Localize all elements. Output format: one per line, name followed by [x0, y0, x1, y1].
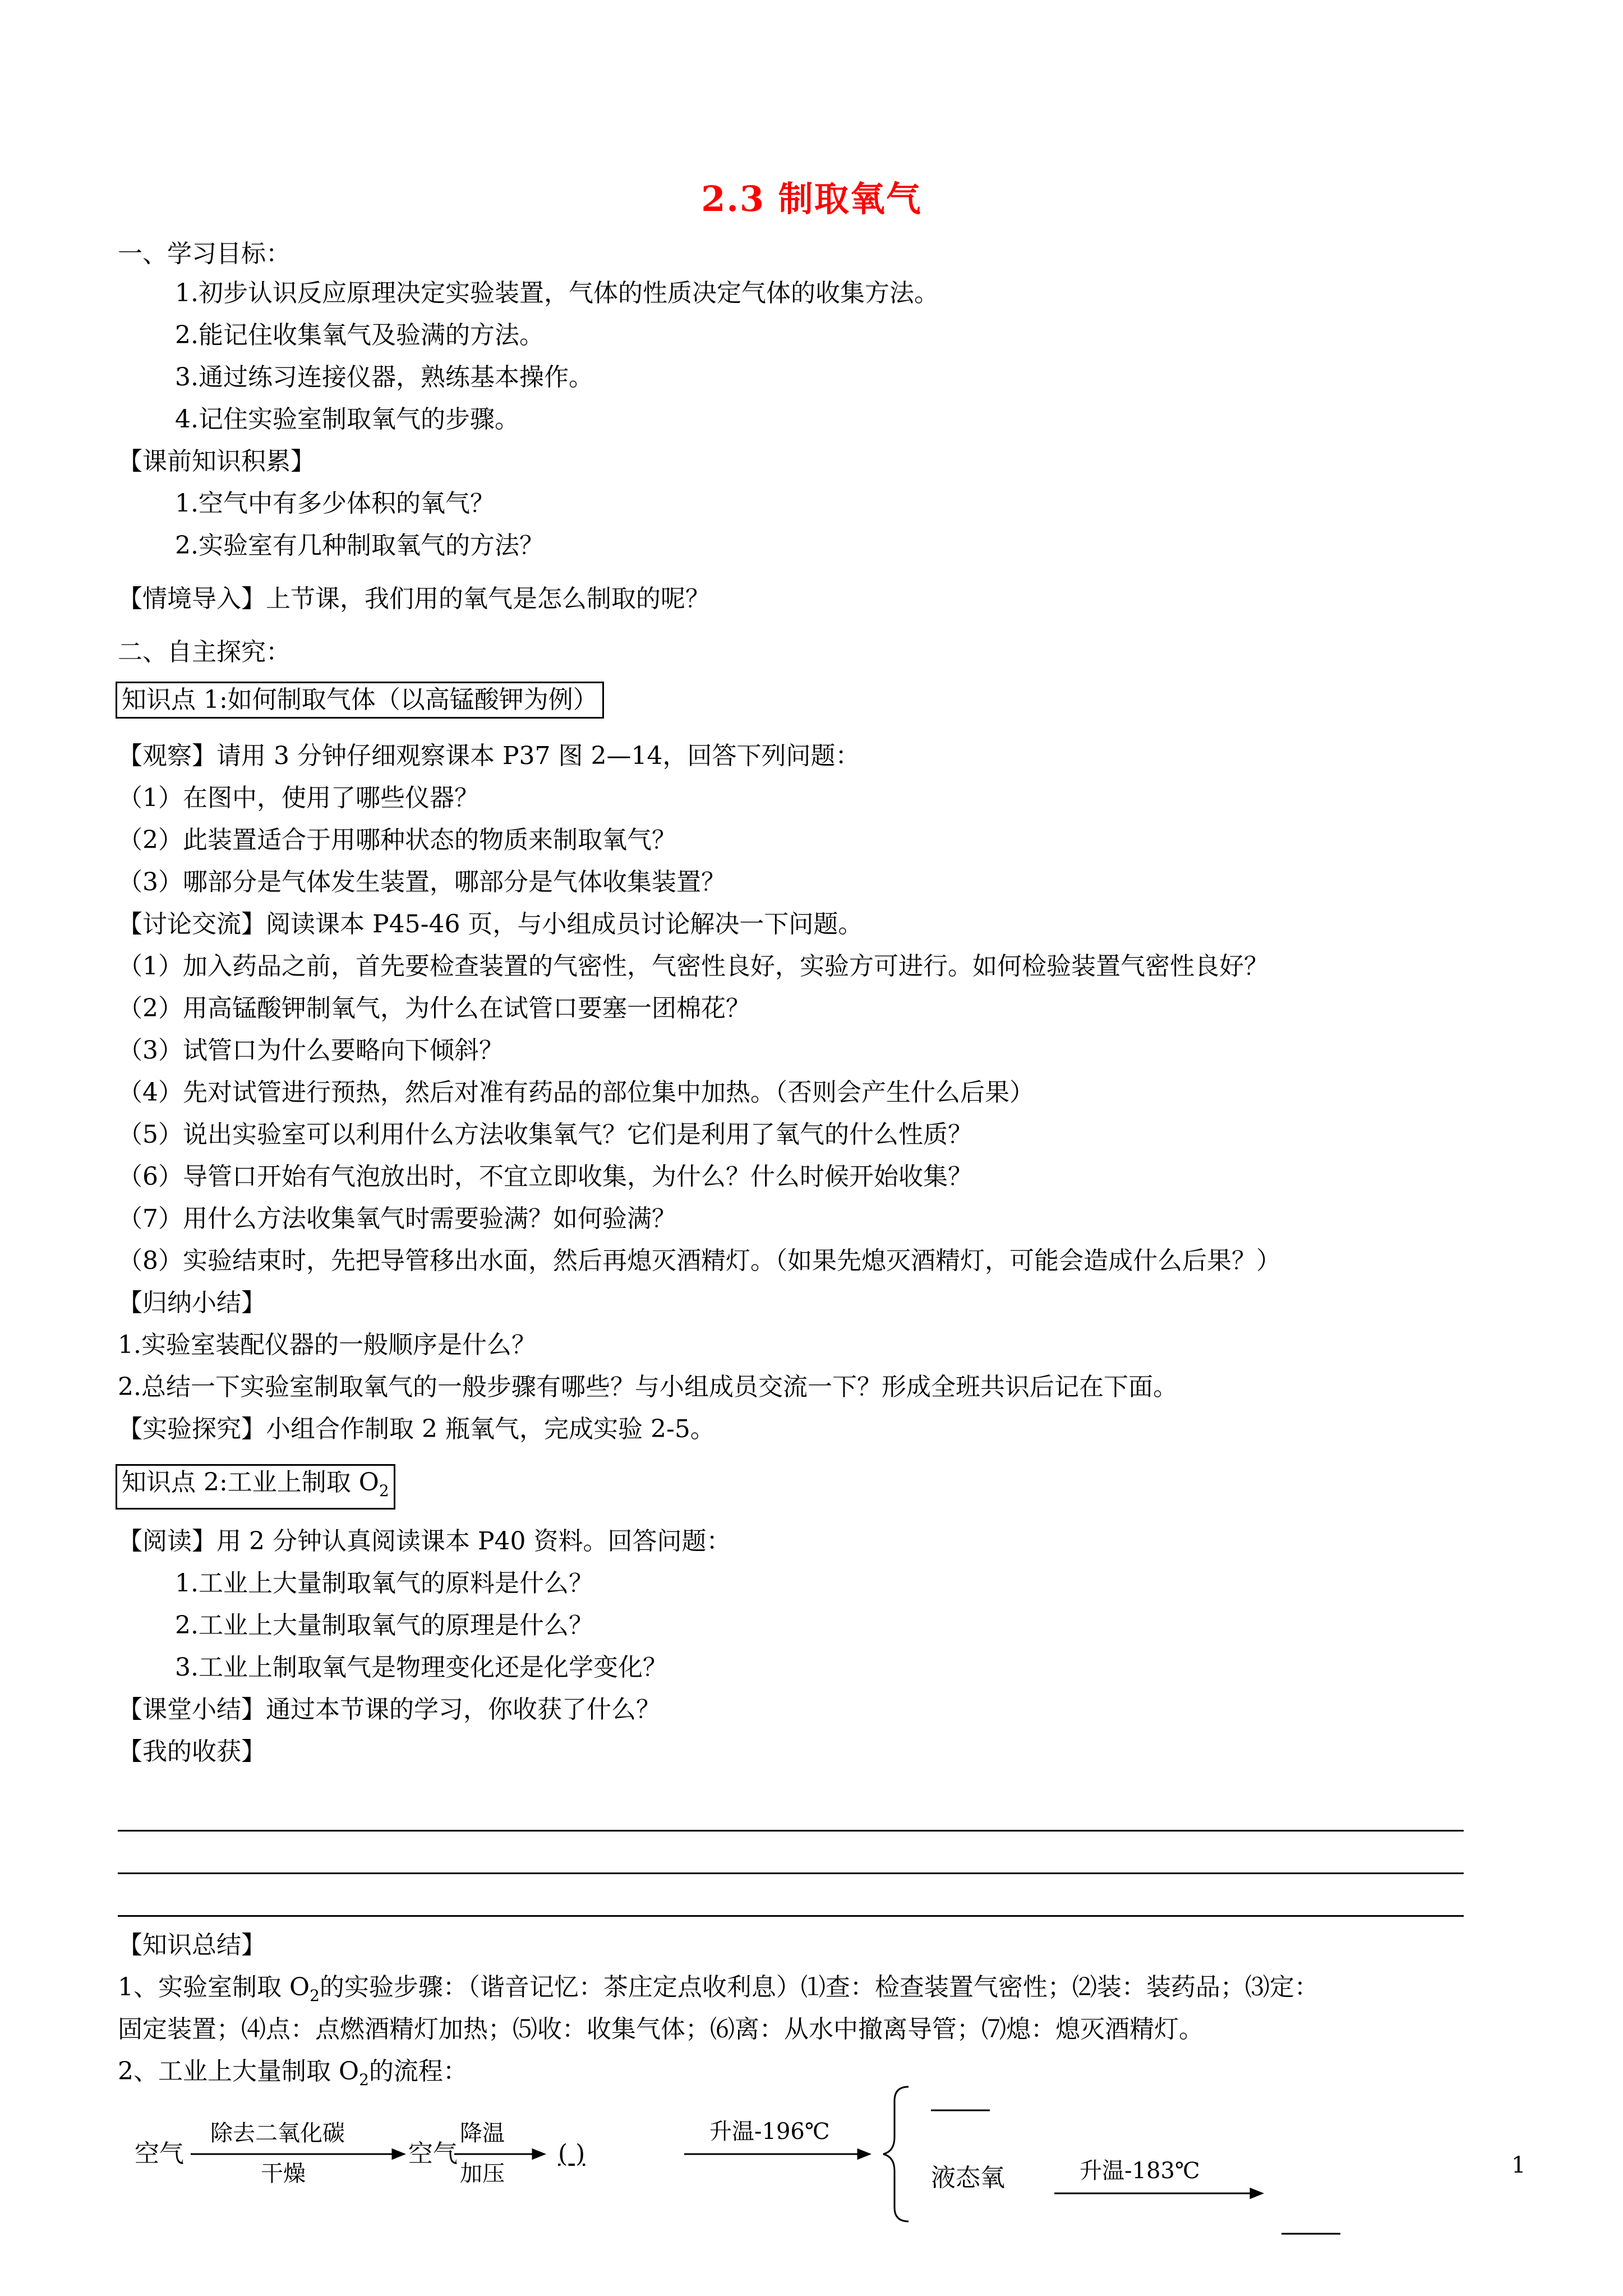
pre-knowledge-heading: 【课前知识积累】	[118, 447, 315, 476]
flow-arrow-head	[858, 2150, 869, 2159]
discussion-question: （7）用什么方法收集氧气时需要验满？如何验满？	[118, 1204, 676, 1233]
brace	[883, 2087, 909, 2221]
knowledge-point-1-box: 知识点 1:如何制取气体（以高锰酸钾为例）	[116, 682, 604, 719]
pre-knowledge-item: 1.空气中有多少体积的氧气？	[175, 489, 495, 518]
answer-line	[118, 1915, 1464, 1917]
text-run: 的实验步骤：（谐音记忆：茶庄定点收利息）⑴查：检查装置气密性；⑵装：装药品；⑶定：	[319, 1973, 1319, 2001]
my-gain-heading: 【我的收获】	[118, 1737, 266, 1766]
summary-heading: 【归纳小结】	[118, 1289, 266, 1317]
discussion-question: （6）导管口开始有气泡放出时，不宜立即收集，为什么？什么时候开始收集？	[118, 1162, 972, 1191]
reading-question: 2.工业上大量制取氧气的原理是什么？	[175, 1611, 593, 1640]
goal-item: 4.记住实验室制取氧气的步骤。	[175, 405, 519, 434]
observe-question: （1）在图中，使用了哪些仪器？	[118, 784, 479, 812]
knowledge-point-2-box	[116, 1464, 395, 1510]
subscript: 2	[359, 2070, 369, 2089]
flow-step-1-bottom: 干燥	[261, 2161, 306, 2187]
goal-item: 2.能记住收集氧气及验满的方法。	[175, 321, 544, 349]
discussion-question: （4）先对试管进行预热，然后对准有药品的部位集中加热。（否则会产生什么后果）	[118, 1078, 1034, 1107]
reading-question: 3.工业上制取氧气是物理变化还是化学变化？	[175, 1653, 667, 1682]
flow-step-4-top: 升温-183℃	[1080, 2158, 1200, 2184]
discussion-question: （5）说出实验室可以利用什么方法收集氧气？它们是利用了氧气的什么性质？	[118, 1120, 972, 1149]
flow-step-1-top: 除去二氧化碳	[210, 2120, 345, 2146]
industrial-flow-diagram	[0, 2076, 1623, 2296]
summary-item: 1.实验室装配仪器的一般顺序是什么？	[118, 1331, 536, 1359]
discussion-question: （1）加入药品之前，首先要检查装置的气密性，气密性良好，实验方可进行。如何检验装置气密性良好？	[118, 952, 1269, 981]
discussion-question: （2）用高锰酸钾制氧气，为什么在试管口要塞一团棉花？	[118, 994, 750, 1023]
observe-question: （2）此装置适合于用哪种状态的物质来制取氧气？	[118, 826, 676, 854]
discussion-question: （8）实验结束时，先把导管移出水面，然后再熄灭酒精灯。（如果先熄灭酒精灯，可能会造成什么后果？）	[118, 1246, 1281, 1275]
reading-heading: 【阅读】用 2 分钟认真阅读课本 P40 资料。回答问题：	[118, 1527, 731, 1556]
summary-item: 2.总结一下实验室制取氧气的一般步骤有哪些？与小组成员交流一下？形成全班共识后记在下面。	[118, 1373, 1178, 1401]
reading-question: 1.工业上大量制取氧气的原料是什么？	[175, 1569, 593, 1598]
pre-knowledge-item: 2.实验室有几种制取氧气的方法？	[175, 531, 544, 560]
page-title: 2.3 制取氧气	[701, 178, 922, 219]
flow-air-1: 空气	[135, 2139, 184, 2168]
answer-line	[118, 1830, 1464, 1832]
text-run: 1、实验室制取 O	[118, 1973, 310, 2001]
flow-step-2-bottom: 加压	[460, 2161, 505, 2187]
flow-step-3-top: 升温-196℃	[709, 2119, 830, 2145]
discussion-heading: 【讨论交流】阅读课本 P45-46 页，与小组成员讨论解决一下问题。	[118, 910, 863, 938]
text-run: 2、工业上大量制取 O	[118, 2057, 359, 2086]
section-heading-explore: 二、自主探究：	[118, 638, 291, 666]
scenario-intro: 【情境导入】上节课，我们用的氧气是怎么制取的呢？	[118, 585, 710, 613]
flow-arrow-head	[1251, 2189, 1262, 2198]
knowledge-summary-item-1-cont: 固定装置；⑷点：点燃酒精灯加热；⑸收：收集气体；⑹离：从水中撤离导管；⑺熄：熄灭酒精灯。	[118, 2015, 1204, 2044]
flow-blank-paren: ( )	[558, 2139, 585, 2168]
flow-step-2-top: 降温	[460, 2120, 505, 2146]
text-run: 的流程：	[368, 2057, 468, 2086]
knowledge-summary-heading: 【知识总结】	[118, 1931, 266, 1959]
experiment-explore: 【实验探究】小组合作制取 2 瓶氧气，完成实验 2-5。	[118, 1415, 715, 1443]
goal-item: 3.通过练习连接仪器，熟练基本操作。	[175, 363, 593, 392]
observe-question: （3）哪部分是气体发生装置，哪部分是气体收集装置？	[118, 868, 726, 896]
flow-air-2: 空气	[408, 2139, 458, 2168]
subscript: 2	[379, 1481, 389, 1500]
knowledge-summary-item-1	[118, 1972, 1319, 2012]
answer-line	[118, 1872, 1464, 1874]
observe-heading: 【观察】请用 3 分钟仔细观察课本 P37 图 2—14，回答下列问题：	[118, 742, 860, 770]
flow-arrow-head	[533, 2150, 544, 2159]
class-summary: 【课堂小结】通过本节课的学习，你收获了什么？	[118, 1695, 661, 1724]
subscript: 2	[310, 1986, 320, 2005]
discussion-question: （3）试管口为什么要略向下倾斜？	[118, 1036, 504, 1065]
flow-arrow-head	[393, 2150, 404, 2159]
goal-item: 1.初步认识反应原理决定实验装置，气体的性质决定气体的收集方法。	[175, 279, 939, 307]
knowledge-point-2-label: 知识点 2:工业上制取 O	[122, 1468, 379, 1497]
page-number: 1	[1511, 2152, 1526, 2178]
flow-liquid-oxygen: 液态氧	[931, 2164, 1005, 2192]
section-heading-goals: 一、学习目标：	[118, 240, 291, 268]
